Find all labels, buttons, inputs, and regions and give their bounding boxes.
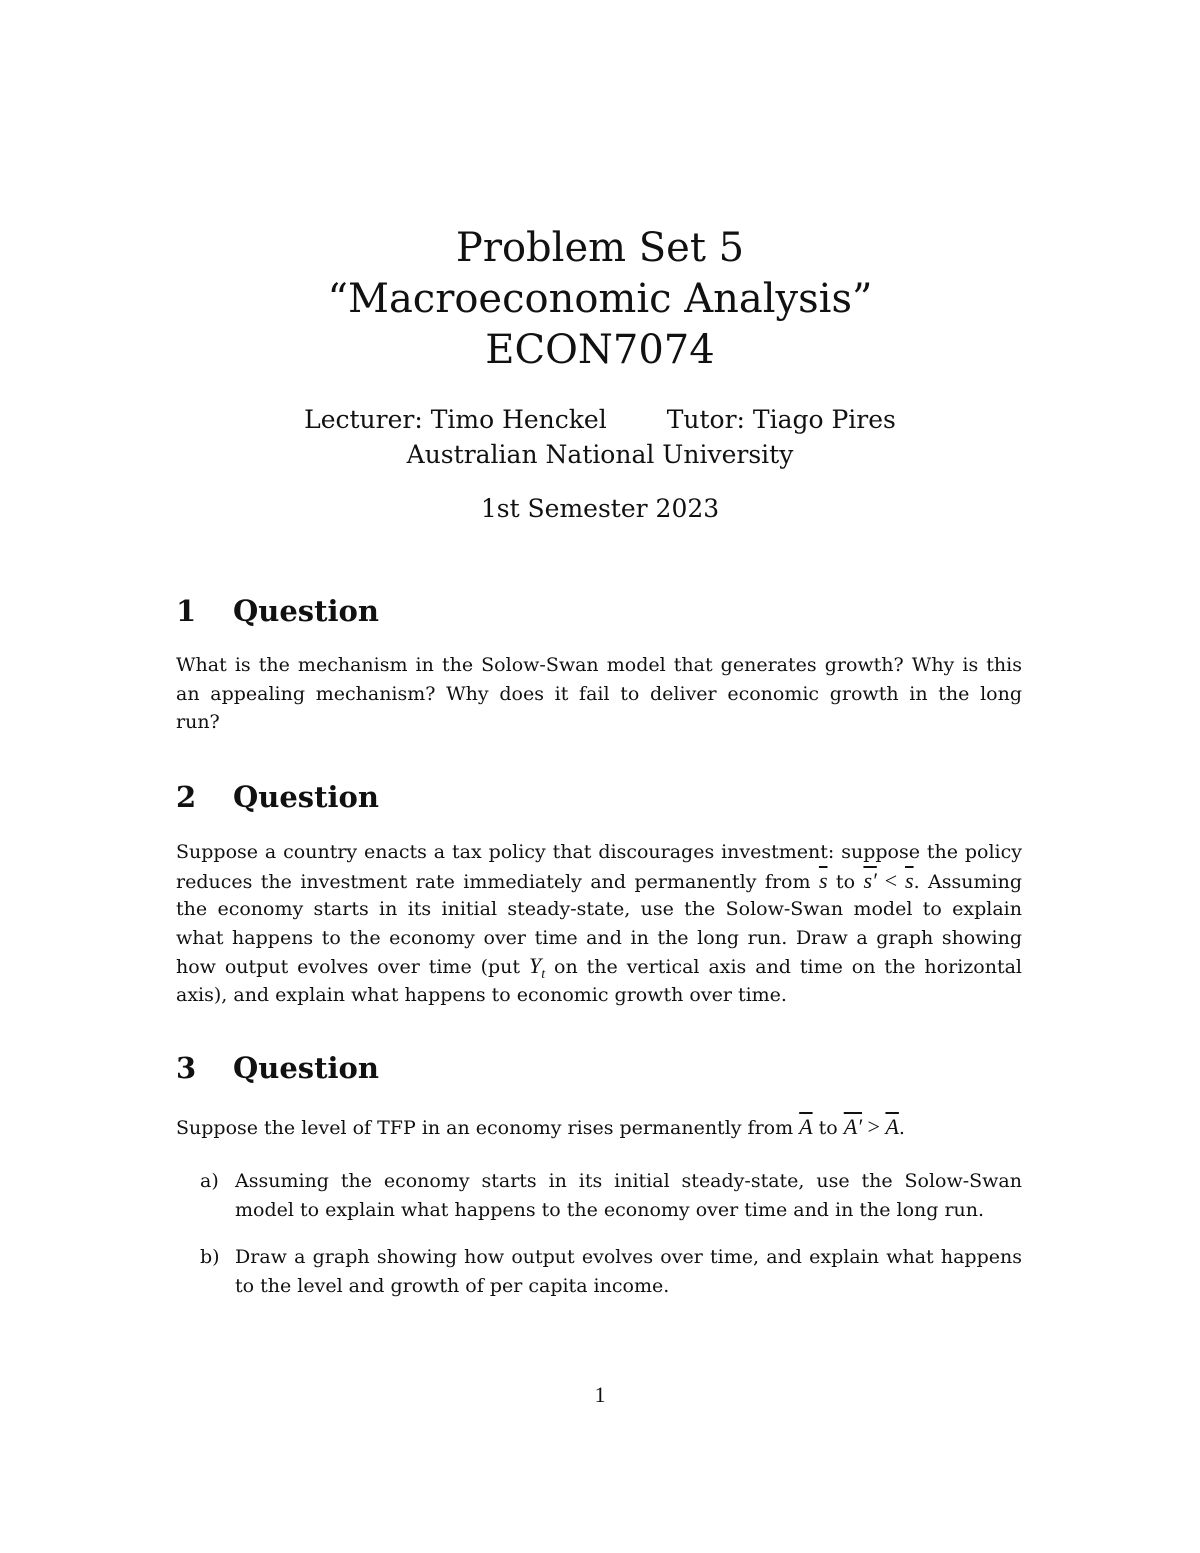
lecturer-name: Lecturer: Timo Henckel xyxy=(304,405,607,434)
text-line: run? xyxy=(176,711,220,733)
section-number: 2 xyxy=(176,780,197,814)
text-line: the economy starts in its initial steady-state, use the Solow-Swan model to explain xyxy=(176,898,1022,920)
document-subtitle: “Macroeconomic Analysis” xyxy=(327,276,873,322)
text-line: Assuming the economy starts in its initial steady-state, use the Solow-Swan xyxy=(235,1170,1022,1192)
text-segment: Suppose the level of TFP in an economy rises permanently from xyxy=(176,1117,800,1139)
list-item-text xyxy=(235,1243,1022,1300)
math-subscript-t: t xyxy=(541,966,546,982)
section-1-text xyxy=(176,651,1022,737)
text-segment: . Assuming xyxy=(913,870,1022,893)
document-title: Problem Set 5 xyxy=(455,225,745,271)
math-a-bar-prime: A′ xyxy=(843,1114,863,1139)
section-number: 1 xyxy=(176,594,197,628)
list-marker: a) xyxy=(200,1170,219,1192)
page-number: 1 xyxy=(594,1382,606,1407)
math-s-bar-prime: s′ xyxy=(863,867,877,893)
text-line xyxy=(176,1113,1022,1142)
text-segment: to xyxy=(827,870,864,893)
math-a-bar: $\overline{A}$ xyxy=(885,1114,899,1139)
math-s-bar: $\overline{s}$ xyxy=(818,867,828,893)
text-line: axis), and explain what happens to economic growth over time. xyxy=(176,983,787,1006)
text-line: an appealing mechanism? Why does it fail to deliver economic growth in the long xyxy=(176,682,1022,705)
math-y: Y xyxy=(528,953,542,978)
math-less-than: < xyxy=(876,867,906,893)
text-line: to the level and growth of per capita income. xyxy=(235,1274,670,1297)
semester-date: 1st Semester 2023 xyxy=(480,494,720,523)
section-2-heading xyxy=(176,779,379,815)
text-segment: on the vertical axis and time on the horizontal xyxy=(545,956,1022,978)
text-segment: how output evolves over time (put xyxy=(176,956,529,978)
text-segment: to xyxy=(812,1117,844,1139)
section-title: Question xyxy=(233,594,379,628)
university-name: Australian National University xyxy=(406,440,794,469)
section-title: Question xyxy=(233,1051,379,1085)
section-title: Question xyxy=(233,780,379,814)
math-s-bar: $\overline{s}$ xyxy=(905,867,914,893)
course-code: ECON7074 xyxy=(485,327,715,373)
staff-line xyxy=(0,404,1200,436)
section-number: 3 xyxy=(176,1051,197,1085)
list-item-text xyxy=(235,1167,1022,1224)
section-2-text xyxy=(176,838,1022,1009)
text-line: Suppose a country enacts a tax policy that discourages investment: suppose the policy xyxy=(176,841,1022,863)
math-a-bar: $\overline{A}$ xyxy=(799,1114,813,1139)
math-greater-than: > xyxy=(862,1114,886,1139)
text-line: model to explain what happens to the economy over time and in the long run. xyxy=(235,1198,985,1221)
text-segment: . xyxy=(898,1117,905,1139)
text-line: what happens to the economy over time and in the long run. Draw a graph showing xyxy=(176,926,1022,949)
text-line xyxy=(176,952,1022,981)
section-3-intro xyxy=(176,1113,1022,1142)
text-line xyxy=(176,867,1022,896)
tutor-name: Tutor: Tiago Pires xyxy=(666,405,896,434)
text-line: Draw a graph showing how output evolves over time, and explain what happens xyxy=(235,1246,1022,1268)
section-3-heading xyxy=(176,1050,379,1086)
section-1-heading xyxy=(176,593,379,629)
list-marker: b) xyxy=(200,1246,220,1268)
text-segment: reduces the investment rate immediately and permanently from xyxy=(176,870,819,893)
text-line: What is the mechanism in the Solow-Swan model that generates growth? Why is this xyxy=(176,654,1022,676)
